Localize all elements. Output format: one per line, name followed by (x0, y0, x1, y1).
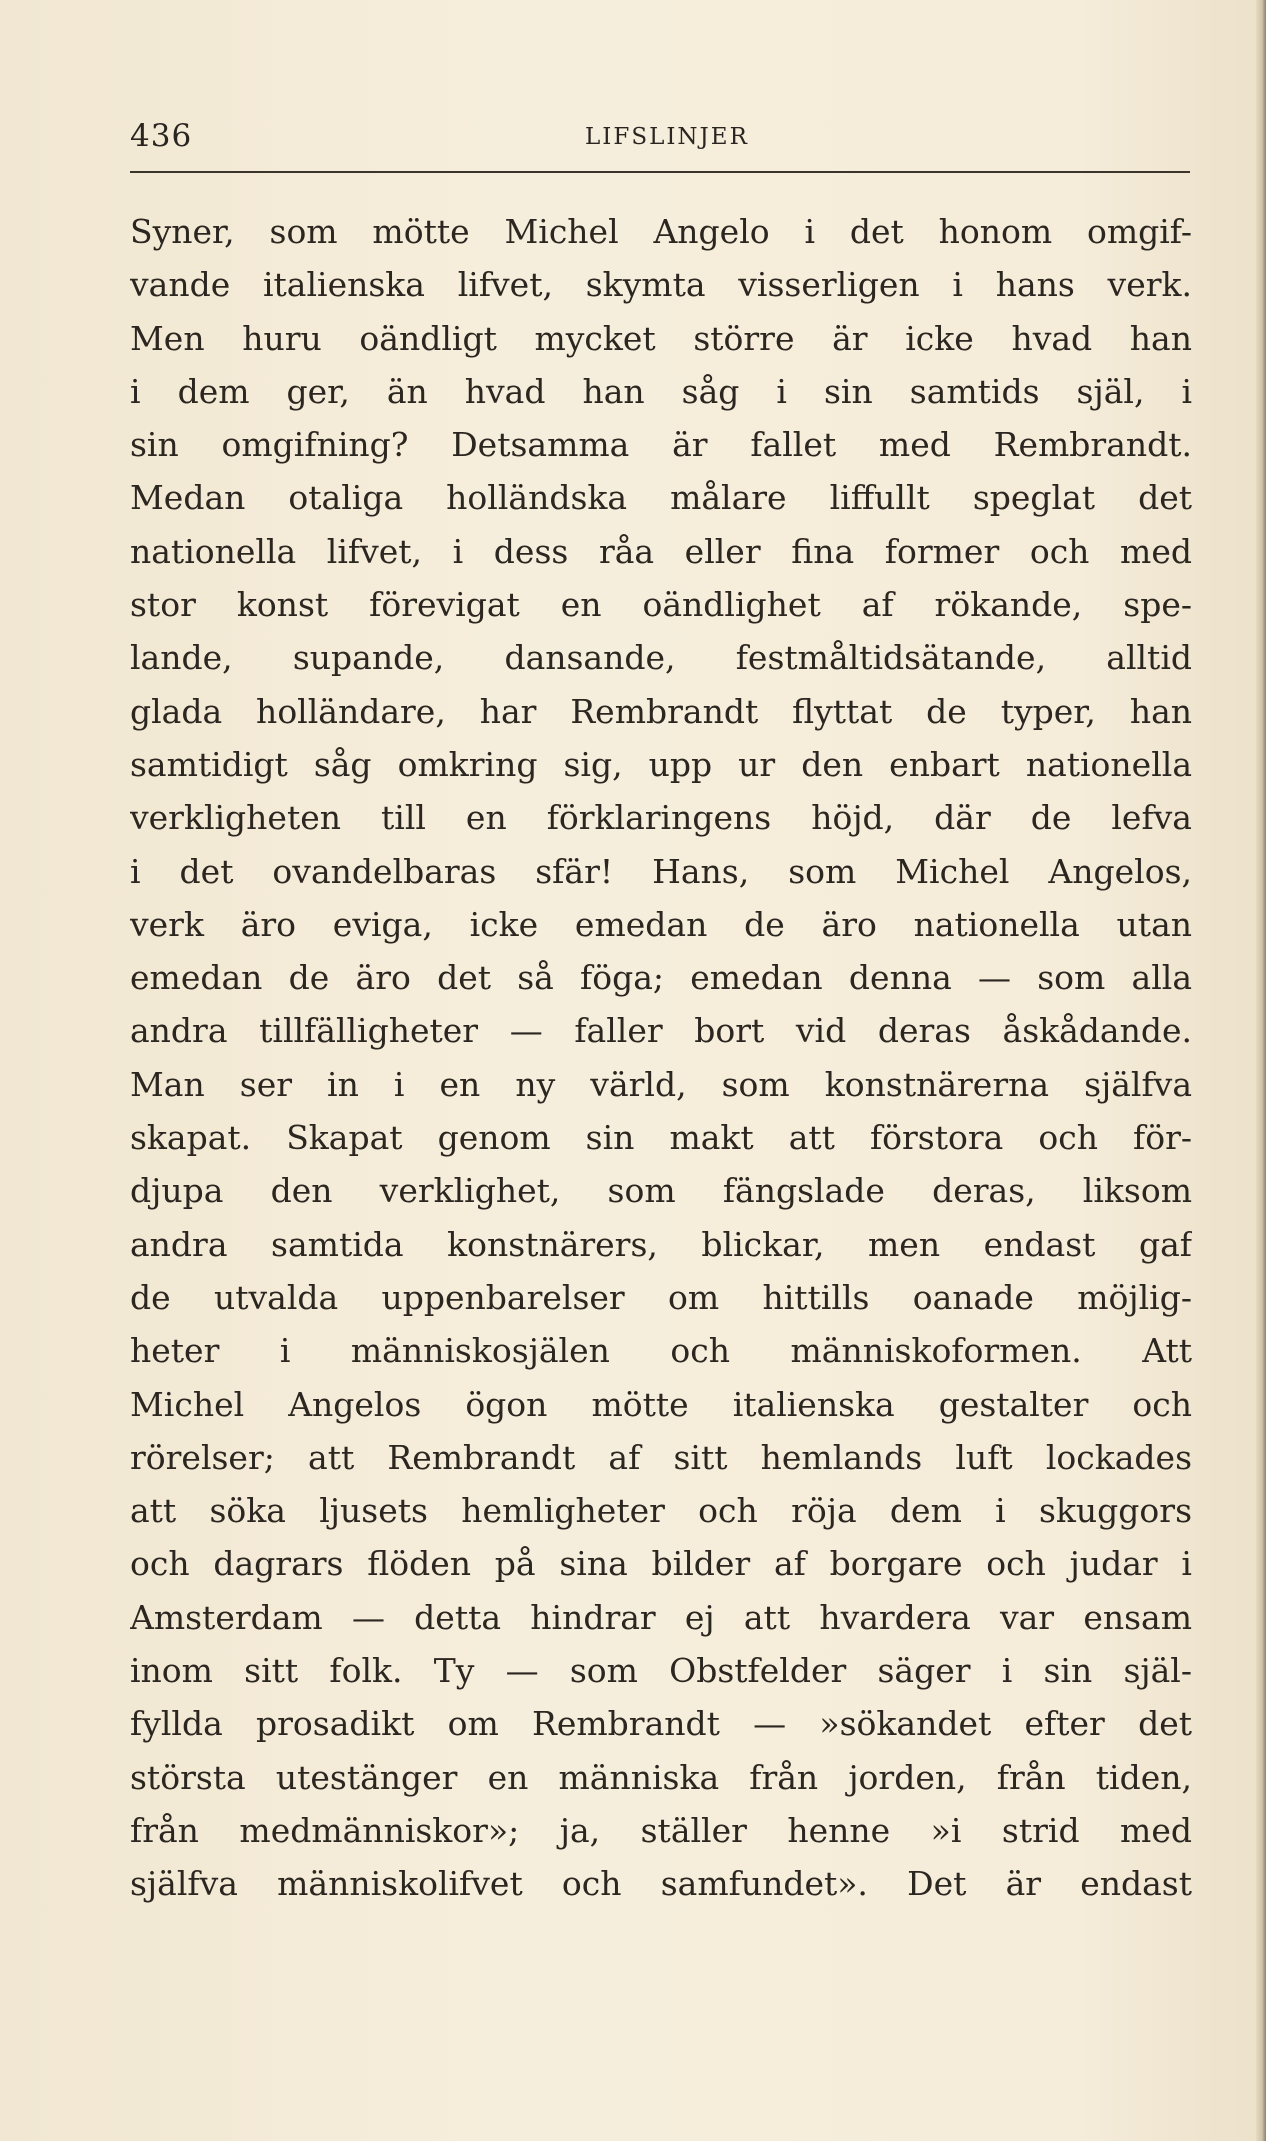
text-line: samtidigt såg omkring sig, upp ur den enbart nationella (130, 744, 1192, 784)
text-line: Syner, som mötte Michel Angelo i det honom omgif- (130, 212, 1192, 251)
body-text (130, 205, 1192, 1911)
text-line: från medmänniskor»; ja, ställer henne »i strid med (130, 1810, 1192, 1850)
text-line: och dagrars flöden på sina bilder af borgare och judar i (130, 1544, 1192, 1584)
text-line: inom sitt folk. Ty — som Obstfelder säger i sin själ- (130, 1651, 1192, 1691)
text-line: glada holländare, har Rembrandt flyttat de typer, han (130, 691, 1192, 731)
header-rule (130, 171, 1190, 173)
text-line: fyllda prosadikt om Rembrandt — »sökandet efter det (130, 1704, 1192, 1744)
text-line: heter i människosjälen och människoformen. Att (130, 1331, 1192, 1371)
text-line: rörelser; att Rembrandt af sitt hemlands luft lockades (130, 1437, 1192, 1477)
text-line: vande italienska lifvet, skymta visserligen i hans verk. (130, 265, 1192, 305)
page-header (130, 118, 1188, 158)
text-line: andra samtida konstnärers, blickar, men endast gaf (130, 1224, 1192, 1264)
text-line: i det ovandelbaras sfär! Hans, som Michel Angelos, (130, 851, 1192, 891)
text-line: Medan otaliga holländska målare liffullt speglat det (130, 478, 1192, 518)
page-number: 436 (130, 118, 193, 154)
text-line: verk äro eviga, icke emedan de äro nationella utan (130, 904, 1192, 944)
text-line: största utestänger en människa från jorden, från tiden, (130, 1757, 1192, 1797)
text-line: de utvalda uppenbarelser om hittills oanade möjlig- (130, 1277, 1192, 1317)
text-line: i dem ger, än hvad han såg i sin samtids själ, i (130, 371, 1192, 411)
text-line: sin omgifning? Detsamma är fallet med Rembrandt. (130, 425, 1192, 465)
text-line: verkligheten till en förklaringens höjd, där de lefva (130, 798, 1192, 838)
text-line: lande, supande, dansande, festmåltidsätande, alltid (130, 638, 1192, 678)
text-line: emedan de äro det så föga; emedan denna — som alla (130, 958, 1192, 998)
text-line: Amsterdam — detta hindrar ej att hvardera var ensam (130, 1597, 1192, 1637)
running-title: LIFSLINJER (585, 124, 749, 150)
text-line: djupa den verklighet, som fängslade deras, liksom (130, 1171, 1192, 1211)
text-line: Michel Angelos ögon mötte italienska gestalter och (130, 1384, 1192, 1424)
text-line: Men huru oändligt mycket större är icke hvad han (130, 318, 1192, 358)
text-line: stor konst förevigat en oändlighet af rökande, spe- (130, 585, 1192, 625)
text-line: själfva människolifvet och samfundet». Det är endast (130, 1864, 1192, 1904)
text-line: nationella lifvet, i dess råa eller fina former och med (130, 531, 1192, 571)
text-line: skapat. Skapat genom sin makt att förstora och för- (130, 1118, 1192, 1158)
text-line: andra tillfälligheter — faller bort vid deras åskådande. (130, 1011, 1192, 1051)
text-line: Man ser in i en ny värld, som konstnärerna själfva (130, 1064, 1192, 1104)
page-edge-shadow (1256, 0, 1266, 2141)
text-line: att söka ljusets hemligheter och röja dem i skuggors (130, 1491, 1192, 1531)
